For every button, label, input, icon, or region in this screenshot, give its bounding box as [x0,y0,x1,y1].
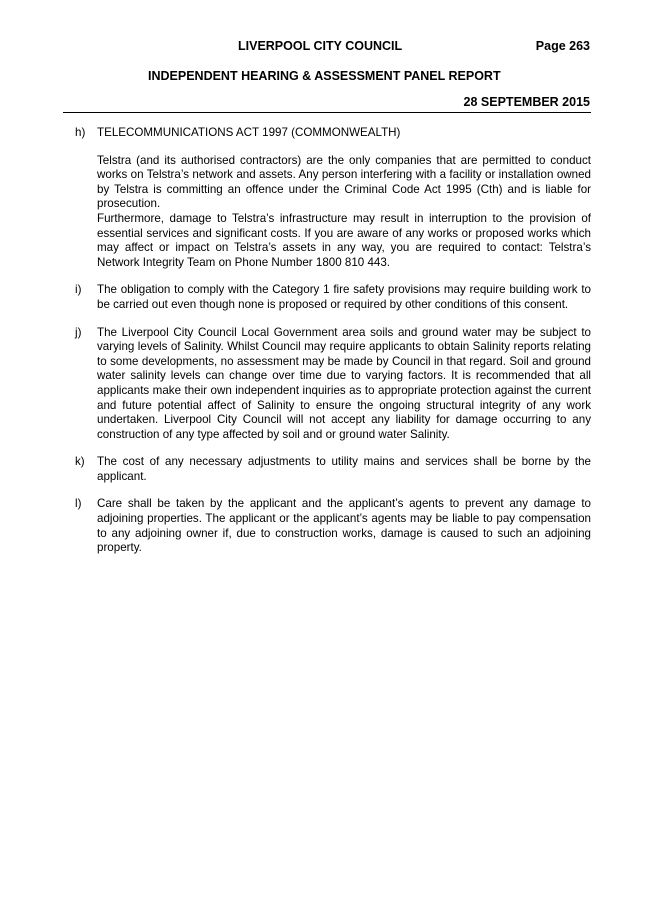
list-item-j [63,326,591,443]
list-item-i [63,283,591,312]
item-paragraph: Telstra (and its authorised contractors) are the only companies that are permitted to conduct works on Telstra’s network and assets. Any person interfering with a facility or installation owned by Telstra is committing an offence under the Criminal Code Act 1995 (Cth) and is liable for prosecution. [97,153,591,211]
item-paragraph: Furthermore, damage to Telstra’s infrastructure may result in interruption to the provision of essential services and significant costs. If you are aware of any works or proposed works which may affect or impact on Telstra’s assets in any way, you are required to contact: Telstra’s Network Integrity Team on Phone Number 1800 810 443. [97,211,591,269]
header-council-name: LIVERPOOL CITY COUNCIL [238,39,403,53]
document-body [63,126,591,569]
item-paragraph: Care shall be taken by the applicant and the applicant’s agents to prevent any damage to adjoining properties. The applicant or the applicant’s agents may be liable to pay compensation to any adjoining owner if, due to construction works, damage is caused to such an adjoining property. [97,497,591,555]
header-date: 28 SEPTEMBER 2015 [463,95,590,109]
header-report-title: INDEPENDENT HEARING & ASSESSMENT PANEL REPORT [148,69,501,83]
list-item-l [63,497,591,555]
header-page-number: Page 263 [535,39,590,53]
item-marker: k) [75,455,85,469]
item-paragraph: The Liverpool City Council Local Government area soils and ground water may be subject to varying levels of Salinity. Whilst Council may require applicants to obtain Salinity reports relating to some developments, no assessment may be made by Council in that regard. Soil and ground water salinity levels can change over time due to varying factors. It is recommended that all applicants make their own independent inquiries as to appropriate protection against the current and future potential affect of Salinity to ensure the ongoing structural integrity of any work undertaken. Liverpool City Council will not accept any liability for damage occurring to any construction of any type affected by soil and or ground water Salinity. [97,325,591,441]
item-marker: j) [75,325,82,339]
list-item-h [63,126,591,270]
header-divider [63,112,591,113]
item-marker: i) [75,283,82,297]
item-paragraph: The cost of any necessary adjustments to utility mains and services shall be borne by the applicant. [97,455,591,483]
item-heading: TELECOMMUNICATIONS ACT 1997 (COMMONWEALTH) [97,126,401,139]
item-paragraph: The obligation to comply with the Category 1 fire safety provisions may require building work to be carried out even though none is proposed or required by other conditions of this consent. [97,283,591,311]
item-marker: l) [75,497,82,511]
item-marker: h) [75,126,86,139]
list-item-k [63,455,591,484]
